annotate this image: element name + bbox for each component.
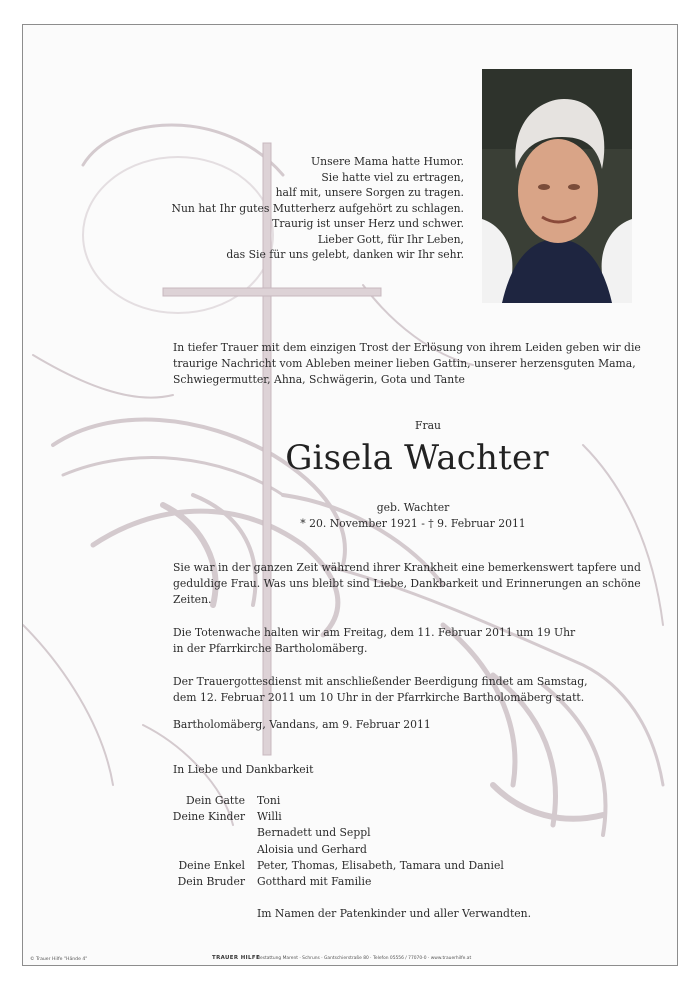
paragraph-line: Bartholomäberg, Vandans, am 9. Februar 2011 xyxy=(173,718,431,731)
paragraph-line: Die Totenwache halten wir am Freitag, dem 11. Februar 2011 um 19 Uhr xyxy=(173,626,576,639)
mourner-names: Gotthard mit Familie xyxy=(257,875,372,889)
mourner-row-spacer xyxy=(163,890,531,906)
mourner-names: Im Namen der Patenkinder und aller Verwandten. xyxy=(257,907,532,921)
mourner-names: Bernadett und Seppl xyxy=(257,826,371,840)
deceased-name: Gisela Wachter xyxy=(285,438,549,478)
obituary-card xyxy=(22,24,678,966)
mourner-role: Dein Bruder xyxy=(177,875,245,889)
announcement-intro xyxy=(173,340,645,388)
poem-line: half mit, unsere Sorgen zu tragen. xyxy=(275,186,464,199)
mourner-row xyxy=(163,793,531,809)
mourner-names: Peter, Thomas, Elisabeth, Tamara und Daniel xyxy=(257,858,504,872)
mourner-role xyxy=(163,842,257,858)
mourner-role: Dein Gatte xyxy=(185,794,245,807)
footer-brand: TRAUER HILFE xyxy=(212,955,261,961)
portrait-photo xyxy=(482,69,632,303)
mourner-role xyxy=(163,890,257,906)
mourner-row xyxy=(163,858,531,874)
life-dates: * 20. November 1921 - † 9. Februar 2011 xyxy=(300,517,526,530)
mourner-names: Willi xyxy=(257,810,282,824)
funeral-service-paragraph xyxy=(173,674,643,706)
mourner-names xyxy=(257,890,260,906)
mourner-row xyxy=(163,825,531,841)
mourner-row xyxy=(163,874,531,890)
poem-line: Lieber Gott, für Ihr Leben, xyxy=(317,232,464,246)
paragraph-line: Der Trauergottesdienst mit anschließender Beerdigung findet am Samstag, xyxy=(173,675,588,688)
poem-line: Unsere Mama hatte Humor. xyxy=(311,155,464,168)
mourner-role: Deine Kinder xyxy=(172,810,245,824)
poem-line: das Sie für uns gelebt, danken wir Ihr sehr. xyxy=(226,248,464,261)
wake-paragraph xyxy=(173,625,643,657)
footer-copyright: © Trauer Hilfe "Hände 4" xyxy=(30,957,88,962)
intro-line: In tiefer Trauer mit dem einzigen Trost der Erlösung von ihrem Leiden geben wir die xyxy=(173,341,641,354)
mourner-role xyxy=(163,906,257,922)
footer-address: Bestattung Marent · Schruns · Gantschierstraße 80 · Telefon 05556 / 77070-0 · www.trauerhilfe.at xyxy=(257,956,472,961)
intro-line: traurige Nachricht vom Ableben meiner lieben Gattin, unserer herzensguten Mama, xyxy=(173,357,636,370)
mourner-row xyxy=(163,842,531,858)
birth-name: geb. Wachter xyxy=(376,501,450,514)
mourner-role xyxy=(163,825,257,841)
tribute-paragraph xyxy=(173,560,643,608)
mourner-row xyxy=(163,906,531,922)
place-date-paragraph xyxy=(173,717,643,733)
paragraph-line: Sie war in der ganzen Zeit während ihrer Krankheit eine bemerkenswert tapfere und xyxy=(173,561,641,574)
mourner-names: Toni xyxy=(257,794,281,807)
paragraph-line: in der Pfarrkirche Bartholomäberg. xyxy=(173,642,368,655)
mourner-role: Deine Enkel xyxy=(178,858,245,872)
poem-line: Nun hat Ihr gutes Mutterherz aufgehört zu schlagen. xyxy=(171,201,464,215)
intro-line: Schwiegermutter, Ahna, Schwägerin, Gota und Tante xyxy=(173,373,465,386)
poem-line: Sie hatte viel zu ertragen, xyxy=(321,170,464,184)
mourner-names: Aloisia und Gerhard xyxy=(257,842,367,856)
memorial-poem xyxy=(133,154,464,263)
mourner-row xyxy=(163,809,531,825)
closing-line: In Liebe und Dankbarkeit xyxy=(173,763,314,776)
poem-line: Traurig ist unser Herz und schwer. xyxy=(272,217,464,230)
honorific: Frau xyxy=(414,419,442,432)
paragraph-line: Zeiten. xyxy=(173,593,212,606)
paragraph-line: geduldige Frau. Was uns bleibt sind Liebe, Dankbarkeit und Erinnerungen an schöne xyxy=(173,577,641,590)
mourners-list xyxy=(163,793,531,923)
paragraph-line: dem 12. Februar 2011 um 10 Uhr in der Pfarrkirche Bartholomäberg statt. xyxy=(173,691,585,704)
